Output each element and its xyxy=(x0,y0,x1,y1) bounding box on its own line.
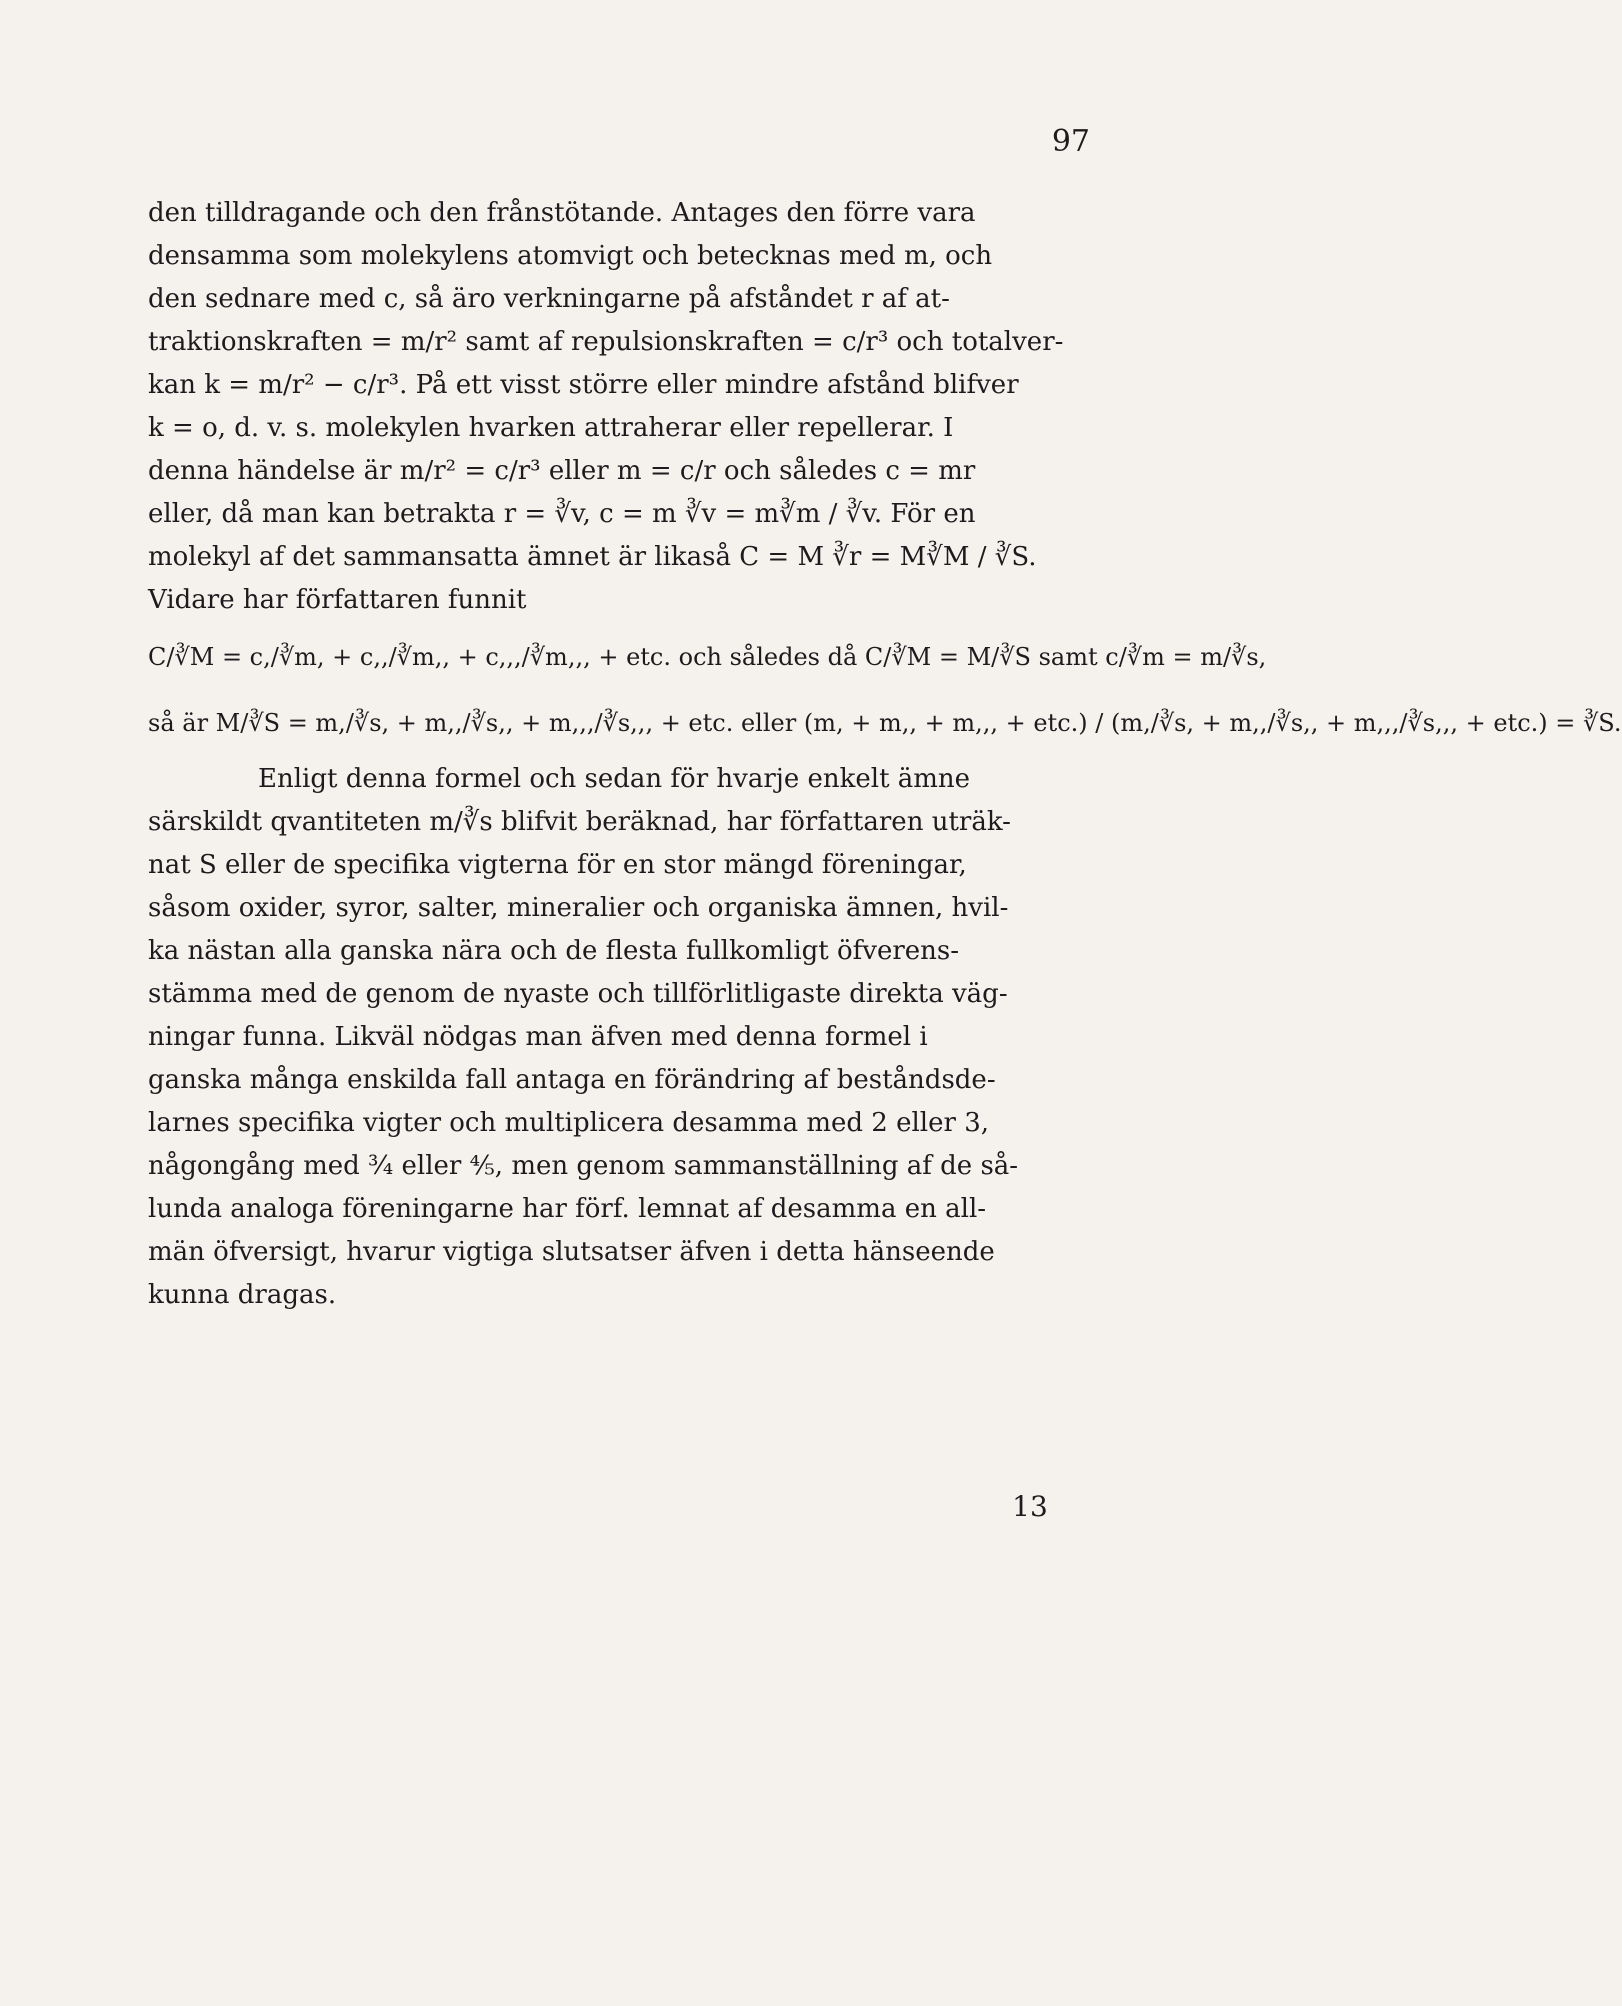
text-line: Vidare har författaren funnit xyxy=(148,585,527,615)
text-line: denna händelse är m/r² = c/r³ eller m = c/r och således c = mr xyxy=(148,456,976,486)
text-line: kunna dragas. xyxy=(148,1280,337,1310)
text-line: traktionskraften = m/r² samt af repulsionskraften = c/r³ och totalver- xyxy=(148,327,1064,357)
text-line: kan k = m/r² − c/r³. På ett visst större eller mindre afstånd blifver xyxy=(148,370,1019,400)
paragraph-2 xyxy=(148,801,1112,1317)
text-line: den sednare med c, så äro verkningarne på afståndet r af at- xyxy=(148,284,950,314)
page-number: 97 xyxy=(1051,124,1090,159)
paragraph-1 xyxy=(148,192,1112,622)
paragraph-2-first-line: Enligt denna formel och sedan för hvarje enkelt ämne xyxy=(258,764,971,794)
text-line: nat S eller de specifika vigterna för en stor mängd föreningar, xyxy=(148,850,967,880)
text-line: larnes specifika vigter och multiplicera desamma med 2 eller 3, xyxy=(148,1108,990,1138)
text-line: lunda analoga föreningarne har förf. lemnat af desamma en all- xyxy=(148,1194,987,1224)
text-line: stämma med de genom de nyaste och tillförlitligaste direkta väg- xyxy=(148,979,1008,1009)
text-line: eller, då man kan betrakta r = ∛v, c = m ∛v = m∛m / ∛v. För en xyxy=(148,499,976,529)
text-line: k = o, d. v. s. molekylen hvarken attraherar eller repellerar. I xyxy=(148,413,954,443)
text-line: män öfversigt, hvarur vigtiga slutsatser äfven i detta hänseende xyxy=(148,1237,995,1267)
signature-mark: 13 xyxy=(1012,1490,1048,1523)
formula-sum-m: så är M/∛S = m,/∛s, + m,,/∛s,, + m,,,/∛s,,, + etc. eller (m, + m,, + m,,, + etc.) / (m,/∛s, + m,,/∛s,, + m,,,/∛s,,, + etc.) = ∛S. xyxy=(148,708,1622,737)
text-line: den tilldragande och den frånstötande. Antages den förre vara xyxy=(148,198,976,228)
text-line: ningar funna. Likväl nödgas man äfven med denna formel i xyxy=(148,1022,928,1052)
text-line: ganska många enskilda fall antaga en förändring af beståndsde- xyxy=(148,1065,996,1095)
body-text xyxy=(148,192,1622,1317)
text-line: någongång med ¾ eller ⅘, men genom sammanställning af de så- xyxy=(148,1151,1019,1181)
text-line: molekyl af det sammansatta ämnet är likaså C = M ∛r = M∛M / ∛S. xyxy=(148,542,1037,572)
text-line: densamma som molekylens atomvigt och betecknas med m, och xyxy=(148,241,993,271)
text-line: såsom oxider, syror, salter, mineralier och organiska ämnen, hvil- xyxy=(148,893,1009,923)
formula-sum-c: C/∛M = c,/∛m, + c,,/∛m,, + c,,,/∛m,,, + etc. och således då C/∛M = M/∛S samt c/∛m = m/∛s, xyxy=(148,642,1267,671)
text-line: särskildt qvantiteten m/∛s blifvit beräknad, har författaren uträk- xyxy=(148,807,1011,837)
text-line: ka nästan alla ganska nära och de flesta fullkomligt öfverens- xyxy=(148,936,960,966)
